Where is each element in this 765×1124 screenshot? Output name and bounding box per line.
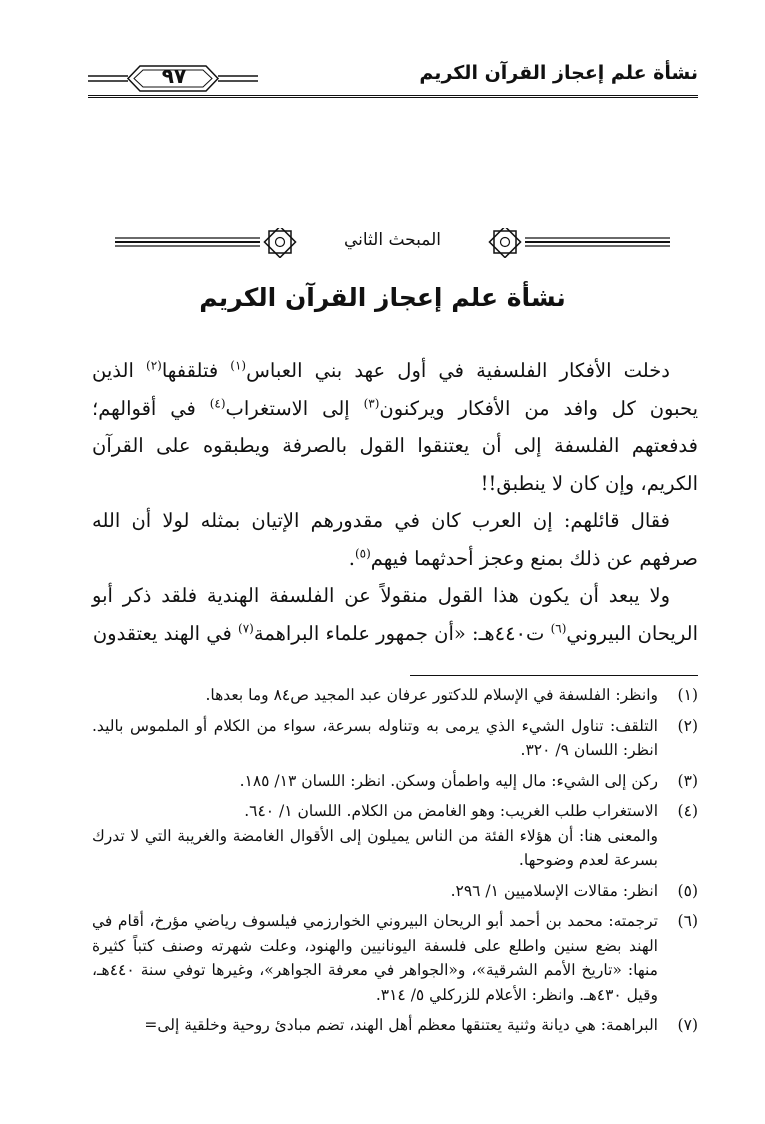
footnote-text: ترجمته: محمد بن أحمد أبو الريحان البيروني الخوارزمي فيلسوف رياضي مؤرخ، أقام في الهند بضع سنين واطلع على فلسفة اليونانيين والهنود، وعلت شهرته وصنف كتباً كثيرة منها: «تاريخ الأمم الشرقية»، و«الجواهر في معرفة الجواهر»، وغيرها توفي سنة ٤٤٠هـ، وقيل ٤٣٠هـ. وانظر: الأعلام للزركلي ٥/ ٣١٤. [92,912,658,1004]
footnote-text: التلقف: تناول الشيء الذي يرمى به وتناوله بسرعة، سواء من الكلام أو الملموس باليد. انظر: اللسان ٩/ ٣٢٠. [92,716,658,759]
footnote-ref: (٣) [363,396,380,410]
footnote-separator [410,675,698,676]
footnote-item [92,799,698,873]
page-number: ٩٧ [161,64,187,88]
paragraph-3: ولا يبعد أن يكون هذا القول منقولاً عن الفلسفة الهندية فلقد ذكر أبو الريحان البيروني$^{(٦)}$ ت٤٤٠هـ: «أن جمهور علماء البراهمة$^{(٧)}$ في الهند يعتقدون [92,584,698,645]
footnote-text: البراهمة: هي ديانة وثنية يعتنقها معظم أهل الهند، تضم مبادئ روحية وخلقية إلى= [144,1016,658,1034]
footnote-text: وانظر: الفلسفة في الإسلام للدكتور عرفان عبد المجيد ص٨٤ وما بعدها. [205,686,658,704]
footnote-number: (١) [677,686,698,704]
header-rule [88,95,698,98]
footnote-number: (٧) [677,1016,698,1034]
footnote-ref: (٤) [209,396,226,410]
body-text [92,352,698,652]
footnote-ref: (٥) [354,546,371,560]
paragraph-2: فقال قائلهم: إن العرب كان في مقدورهم الإتيان بمثله لولا أن الله صرفهم عن ذلك بمنع وعجز أحدثهما فيهم$^{(٥)}$. [92,509,698,570]
footnote-number: (٦) [677,912,698,930]
footnote-number: (٣) [677,771,698,790]
page-title: نشأة علم إعجاز القرآن الكريم [199,283,566,312]
footnote-text-continued: والمعنى هنا: أن هؤلاء الفئة من الناس يميلون إلى الأقوال الغامضة والغريبة التي لا تدرك بسرعة لعدم وضوحها. [92,826,658,869]
footnote-number: (٤) [677,802,698,820]
footnote-ref: (١) [230,358,247,373]
footnote-item [92,769,698,794]
running-header-title: نشأة علم إعجاز القرآن الكريم [419,62,698,84]
paragraph-1: دخلت الأفكار الفلسفية في أول عهد بني العباس$^{(١)}$ فتلقفها$^{(٢)}$ الذين يحبون كل وافد من الأفكار ويركنون$^{(٣)}$ إلى الاستغراب$^{(٤)}$ في أقوالهم؛ فدفعتهم الفلسفة إلى أن يعتنقوا القول بالصرفة ويطبقوه على القرآن الكريم، وإن كان لا ينطبق!! [92,358,699,495]
section-label-text: المبحث الثاني [343,230,442,250]
running-header [88,58,698,98]
footnote-number: (٥) [677,881,698,900]
footnote-item [92,879,698,904]
footnote-item [92,909,698,1007]
footnote-text: ركن إلى الشيء: مال إليه واطمأن وسكن. انظر: اللسان ١٣/ ١٨٥. [239,771,658,790]
footnote-ref: (٢) [146,358,162,373]
footnote-item [92,683,698,708]
section-label [115,228,670,258]
footnote-item [92,714,698,763]
footnote-ref: (٧) [238,621,254,635]
page-number-ornament [88,62,258,94]
footnote-ref: (٦) [550,621,567,635]
footnote-text: الاستغراب طلب الغريب: وهو الغامض من الكلام. اللسان ١/ ٦٤٠. [244,802,658,820]
footnote-item [92,1013,698,1038]
footnotes [92,683,698,1044]
footnote-number: (٢) [677,716,698,735]
footnote-text: انظر: مقالات الإسلاميين ١/ ٢٩٦. [450,881,658,900]
